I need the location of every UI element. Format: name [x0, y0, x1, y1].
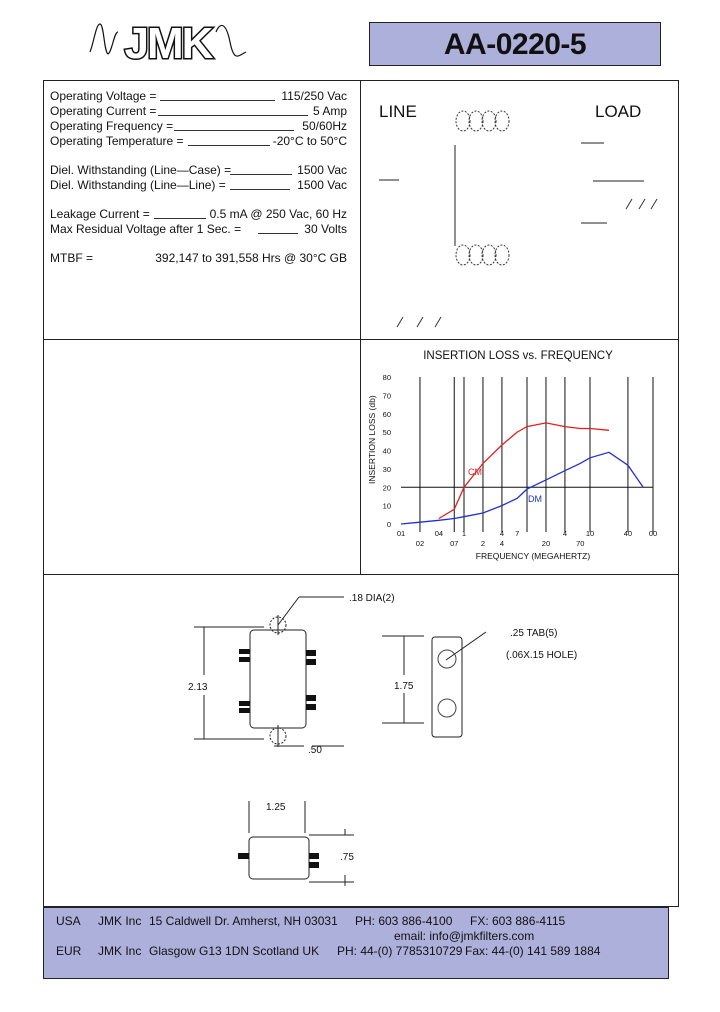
y-tick-label: 0 [386, 520, 391, 529]
spec-value: 115/250 Vac [281, 89, 347, 103]
usa-region: USA [56, 914, 81, 928]
line-label: LINE [379, 102, 417, 121]
dim-width: 1.25 [266, 802, 286, 813]
spec-label: Operating Voltage = [50, 89, 157, 103]
spec-row [50, 178, 350, 193]
filter-body-front [250, 630, 306, 728]
x-tick-label: 1 [461, 529, 467, 538]
x-tick-label: 10 [585, 529, 595, 538]
part-number-box [369, 22, 661, 66]
usa-email: email: info@jmkfilters.com [394, 929, 535, 943]
series-label-cm: CM [468, 467, 482, 477]
choke-coil-bottom [456, 245, 509, 265]
spec-label: Diel. Withstanding (Line—Case) = [50, 163, 232, 177]
x-tick-label: 01 [396, 529, 406, 538]
spec-label: Diel. Withstanding (Line—Line) = [50, 178, 226, 192]
eur-company: JMK Inc [98, 944, 142, 958]
usa-phone: PH: 603 886-4100 [355, 914, 453, 928]
spec-value: -20°C to 50°C [272, 134, 347, 148]
spec-label: MTBF = [50, 251, 94, 265]
dim-spacing: .50 [308, 745, 322, 756]
usa-address: 15 Caldwell Dr. Amherst, NH 03031 [149, 914, 338, 928]
x-tick-label: 04 [434, 529, 444, 538]
load-label: LOAD [595, 102, 642, 121]
chart-title: INSERTION LOSS vs. FREQUENCY [423, 350, 613, 362]
x-tick-label: 00 [648, 529, 658, 538]
jmk-logo [88, 12, 248, 70]
schematic-diagram [361, 81, 678, 339]
y-tick-label: 40 [382, 446, 391, 456]
logo-text: JMK [124, 19, 212, 68]
eur-fax: Fax: 44-(0) 141 589 1884 [465, 944, 601, 958]
eur-address: Glasgow G13 1DN Scotland UK [149, 944, 320, 958]
x-tick-label: 02 [415, 539, 425, 548]
usa-fax: FX: 603 886-4115 [470, 914, 566, 928]
series-line-dm [401, 452, 643, 524]
x-tick-label: 4 [499, 529, 505, 538]
eur-region: EUR [56, 944, 82, 958]
spec-label: Max Residual Voltage after 1 Sec. = [50, 222, 242, 236]
spec-value: 392,147 to 391,558 Hrs @ 30°C GB [155, 251, 347, 265]
dim-tab-height: 1.75 [394, 681, 414, 692]
spec-row [50, 251, 350, 266]
part-number: AA-0220-5 [443, 28, 587, 61]
spec-row [50, 163, 350, 178]
series-label-dm: DM [528, 494, 542, 504]
chart-ylabel: INSERTION LOSS (db) [367, 395, 377, 484]
spec-row [50, 207, 350, 222]
spec-value: 30 Volts [304, 222, 347, 236]
x-tick-label: 4 [562, 529, 568, 538]
spec-value: 50/60Hz [302, 119, 347, 133]
spec-value: 0.5 mA @ 250 Vac, 60 Hz [209, 207, 347, 221]
spec-row [50, 104, 350, 119]
y-tick-label: 10 [382, 501, 391, 511]
choke-coil-top [456, 111, 509, 131]
spec-label: Operating Current = [50, 104, 157, 118]
dim-hole-dia: .18 DIA(2) [349, 593, 395, 604]
spec-row [50, 89, 350, 104]
x-tick-label: 7 [515, 529, 520, 538]
dim-height: 2.13 [188, 682, 208, 693]
spec-value: 1500 Vac [297, 178, 347, 192]
spec-label: Leakage Current = [50, 207, 150, 221]
mechanical-drawing [44, 575, 678, 906]
x-tick-label: 07 [450, 539, 459, 548]
x-tick-label: 20 [541, 539, 551, 548]
filter-body-bottom [249, 837, 309, 879]
x-tick-label: 70 [576, 539, 585, 548]
dim-hole: (.06X.15 HOLE) [506, 650, 578, 661]
y-tick-label: 20 [382, 483, 391, 493]
y-tick-label: 30 [382, 464, 391, 474]
chart-xlabel: FREQUENCY (MEGAHERTZ) [475, 551, 591, 561]
eur-phone: PH: 44-(0) 7785310729 [337, 944, 463, 958]
y-tick-label: 50 [382, 428, 391, 438]
contact-footer [43, 907, 669, 979]
spec-label: Operating Temperature = [50, 134, 184, 148]
y-tick-label: 70 [382, 391, 391, 401]
spec-value: 5 Amp [312, 104, 347, 118]
usa-company: JMK Inc [98, 914, 142, 928]
dim-depth: .75 [340, 852, 354, 863]
spec-row [50, 222, 350, 237]
spec-value: 1500 Vac [297, 163, 347, 177]
x-tick-label: 4 [499, 539, 505, 548]
x-tick-label: 40 [623, 529, 633, 538]
dim-tab: .25 TAB(5) [510, 628, 558, 639]
y-tick-label: 80 [382, 373, 391, 382]
insertion-loss-chart [361, 340, 678, 574]
spec-row [50, 134, 350, 149]
spec-label: Operating Frequency = [50, 119, 174, 133]
x-tick-label: 2 [480, 539, 486, 548]
spec-row [50, 119, 350, 134]
y-tick-label: 60 [382, 409, 391, 419]
